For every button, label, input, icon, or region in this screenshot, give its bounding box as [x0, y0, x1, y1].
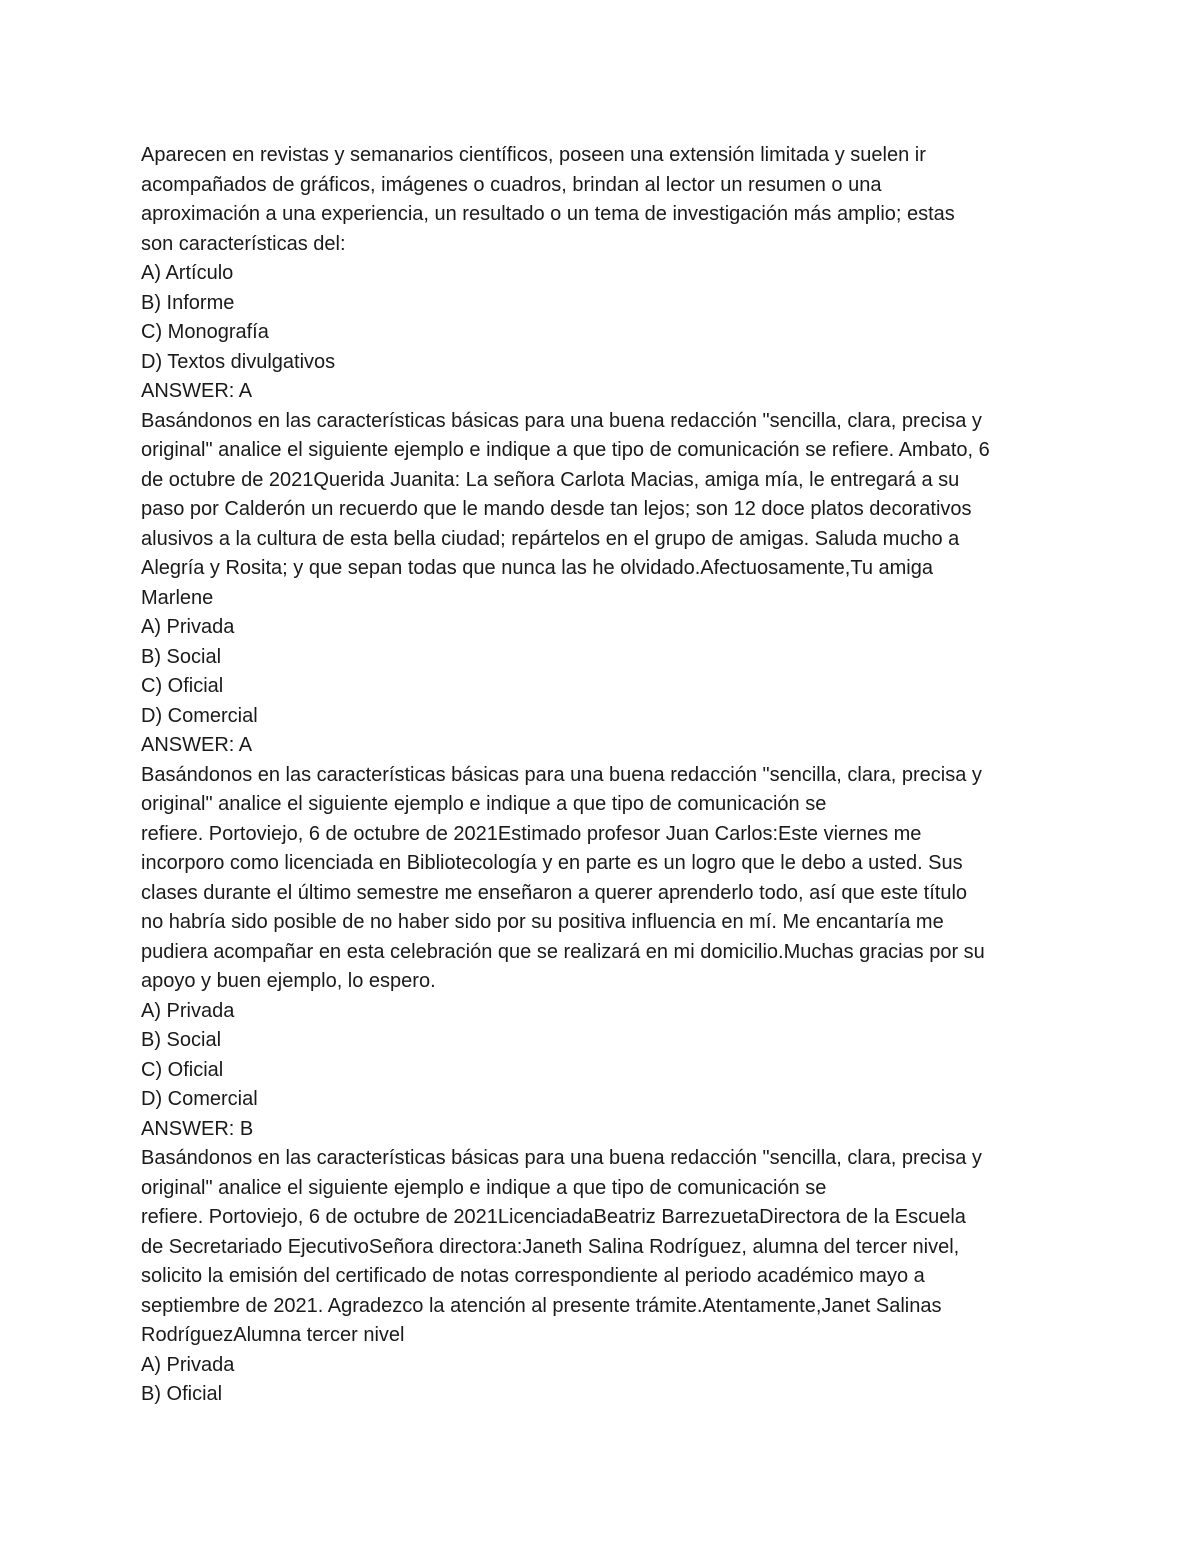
- question-1-option-c: C) Monografía: [141, 321, 269, 343]
- question-2-stem-line: Marlene: [141, 586, 214, 609]
- question-1-option-b: B) Informe: [141, 291, 235, 314]
- question-4-stem-line: refiere. Portoviejo, 6 de octubre de 2021LicenciadaBeatriz BarrezuetaDirectora de la Escuela: [141, 1206, 966, 1228]
- question-3-stem-line: incorporo como licenciada en Bibliotecología y en parte es un logro que le debo a usted. Sus: [141, 852, 963, 874]
- question-3-stem-line: original" analice el siguiente ejemplo e indique a que tipo de comunicación se: [141, 793, 827, 815]
- question-2-stem-line: Alegría y Rosita; y que sepan todas que nunca las he olvidado.Afectuosamente,Tu amiga: [141, 557, 933, 579]
- question-3-option-d: D) Comercial: [141, 1088, 258, 1110]
- question-3: [141, 761, 1066, 1145]
- question-4-stem-line: septiembre de 2021. Agradezco la atención al presente trámite.Atentamente,Janet Salinas: [141, 1294, 942, 1317]
- question-2-stem-line: alusivos a la cultura de esta bella ciudad; repártelos en el grupo de amigas. Saluda mucho a: [141, 527, 960, 550]
- question-1-stem-line: aproximación a una experiencia, un resultado o un tema de investigación más amplio; estas: [141, 203, 955, 225]
- question-1-answer: ANSWER: A: [141, 380, 253, 402]
- question-3-stem-line: pudiera acompañar en esta celebración que se realizará en mi domicilio.Muchas gracias por su: [141, 940, 985, 963]
- question-2-answer: ANSWER: A: [141, 734, 253, 756]
- question-3-stem-line: refiere. Portoviejo, 6 de octubre de 2021Estimado profesor Juan Carlos:Este viernes me: [141, 822, 922, 845]
- question-4-stem-line: de Secretariado EjecutivoSeñora directora:Janeth Salina Rodríguez, alumna del tercer nivel,: [141, 1235, 960, 1258]
- question-2-option-a: A) Privada: [141, 616, 235, 638]
- question-3-stem-line: apoyo y buen ejemplo, lo espero.: [141, 970, 436, 992]
- question-4-stem-line: RodríguezAlumna tercer nivel: [141, 1324, 405, 1346]
- question-4-stem-line: Basándonos en las características básicas para una buena redacción "sencilla, clara, precisa y: [141, 1147, 982, 1169]
- question-3-answer: ANSWER: B: [141, 1117, 254, 1140]
- question-1-option-a: A) Artículo: [141, 262, 234, 284]
- question-2-stem-line: original" analice el siguiente ejemplo e indique a que tipo de comunicación se refiere. Ambato, 6: [141, 439, 990, 461]
- question-3-stem-line: clases durante el último semestre me enseñaron a querer aprenderlo todo, así que este título: [141, 881, 968, 904]
- document-page: [141, 141, 1066, 1410]
- question-4: [141, 1144, 1066, 1410]
- question-1: [141, 141, 1066, 407]
- question-2-stem-line: Basándonos en las características básicas para una buena redacción "sencilla, clara, precisa y: [141, 409, 982, 432]
- question-2-option-b: B) Social: [141, 645, 222, 668]
- question-3-option-b: B) Social: [141, 1029, 222, 1051]
- question-2: [141, 407, 1066, 761]
- question-4-option-a: A) Privada: [141, 1353, 235, 1376]
- question-1-stem-line: Aparecen en revistas y semanarios científicos, poseen una extensión limitada y suelen ir: [141, 144, 926, 166]
- question-4-stem-line: solicito la emisión del certificado de notas correspondiente al periodo académico mayo a: [141, 1265, 925, 1287]
- question-4-option-b: B) Oficial: [141, 1383, 223, 1405]
- question-1-stem-line: acompañados de gráficos, imágenes o cuadros, brindan al lector un resumen o una: [141, 173, 882, 196]
- question-2-stem-line: paso por Calderón un recuerdo que le mando desde tan lejos; son 12 doce platos decorativos: [141, 498, 972, 520]
- question-1-option-d: D) Textos divulgativos: [141, 350, 336, 373]
- question-4-stem-line: original" analice el siguiente ejemplo e indique a que tipo de comunicación se: [141, 1176, 827, 1199]
- question-2-stem-line: de octubre de 2021Querida Juanita: La señora Carlota Macias, amiga mía, le entregará a su: [141, 468, 960, 491]
- question-1-stem-line: son características del:: [141, 232, 346, 255]
- question-3-stem-line: Basándonos en las características básicas para una buena redacción "sencilla, clara, precisa y: [141, 763, 982, 786]
- question-2-option-d: D) Comercial: [141, 704, 258, 727]
- question-3-option-a: A) Privada: [141, 999, 235, 1022]
- question-3-option-c: C) Oficial: [141, 1058, 224, 1081]
- question-3-stem-line: no habría sido posible de no haber sido por su positiva influencia en mí. Me encantaría me: [141, 911, 944, 933]
- question-2-option-c: C) Oficial: [141, 675, 224, 697]
